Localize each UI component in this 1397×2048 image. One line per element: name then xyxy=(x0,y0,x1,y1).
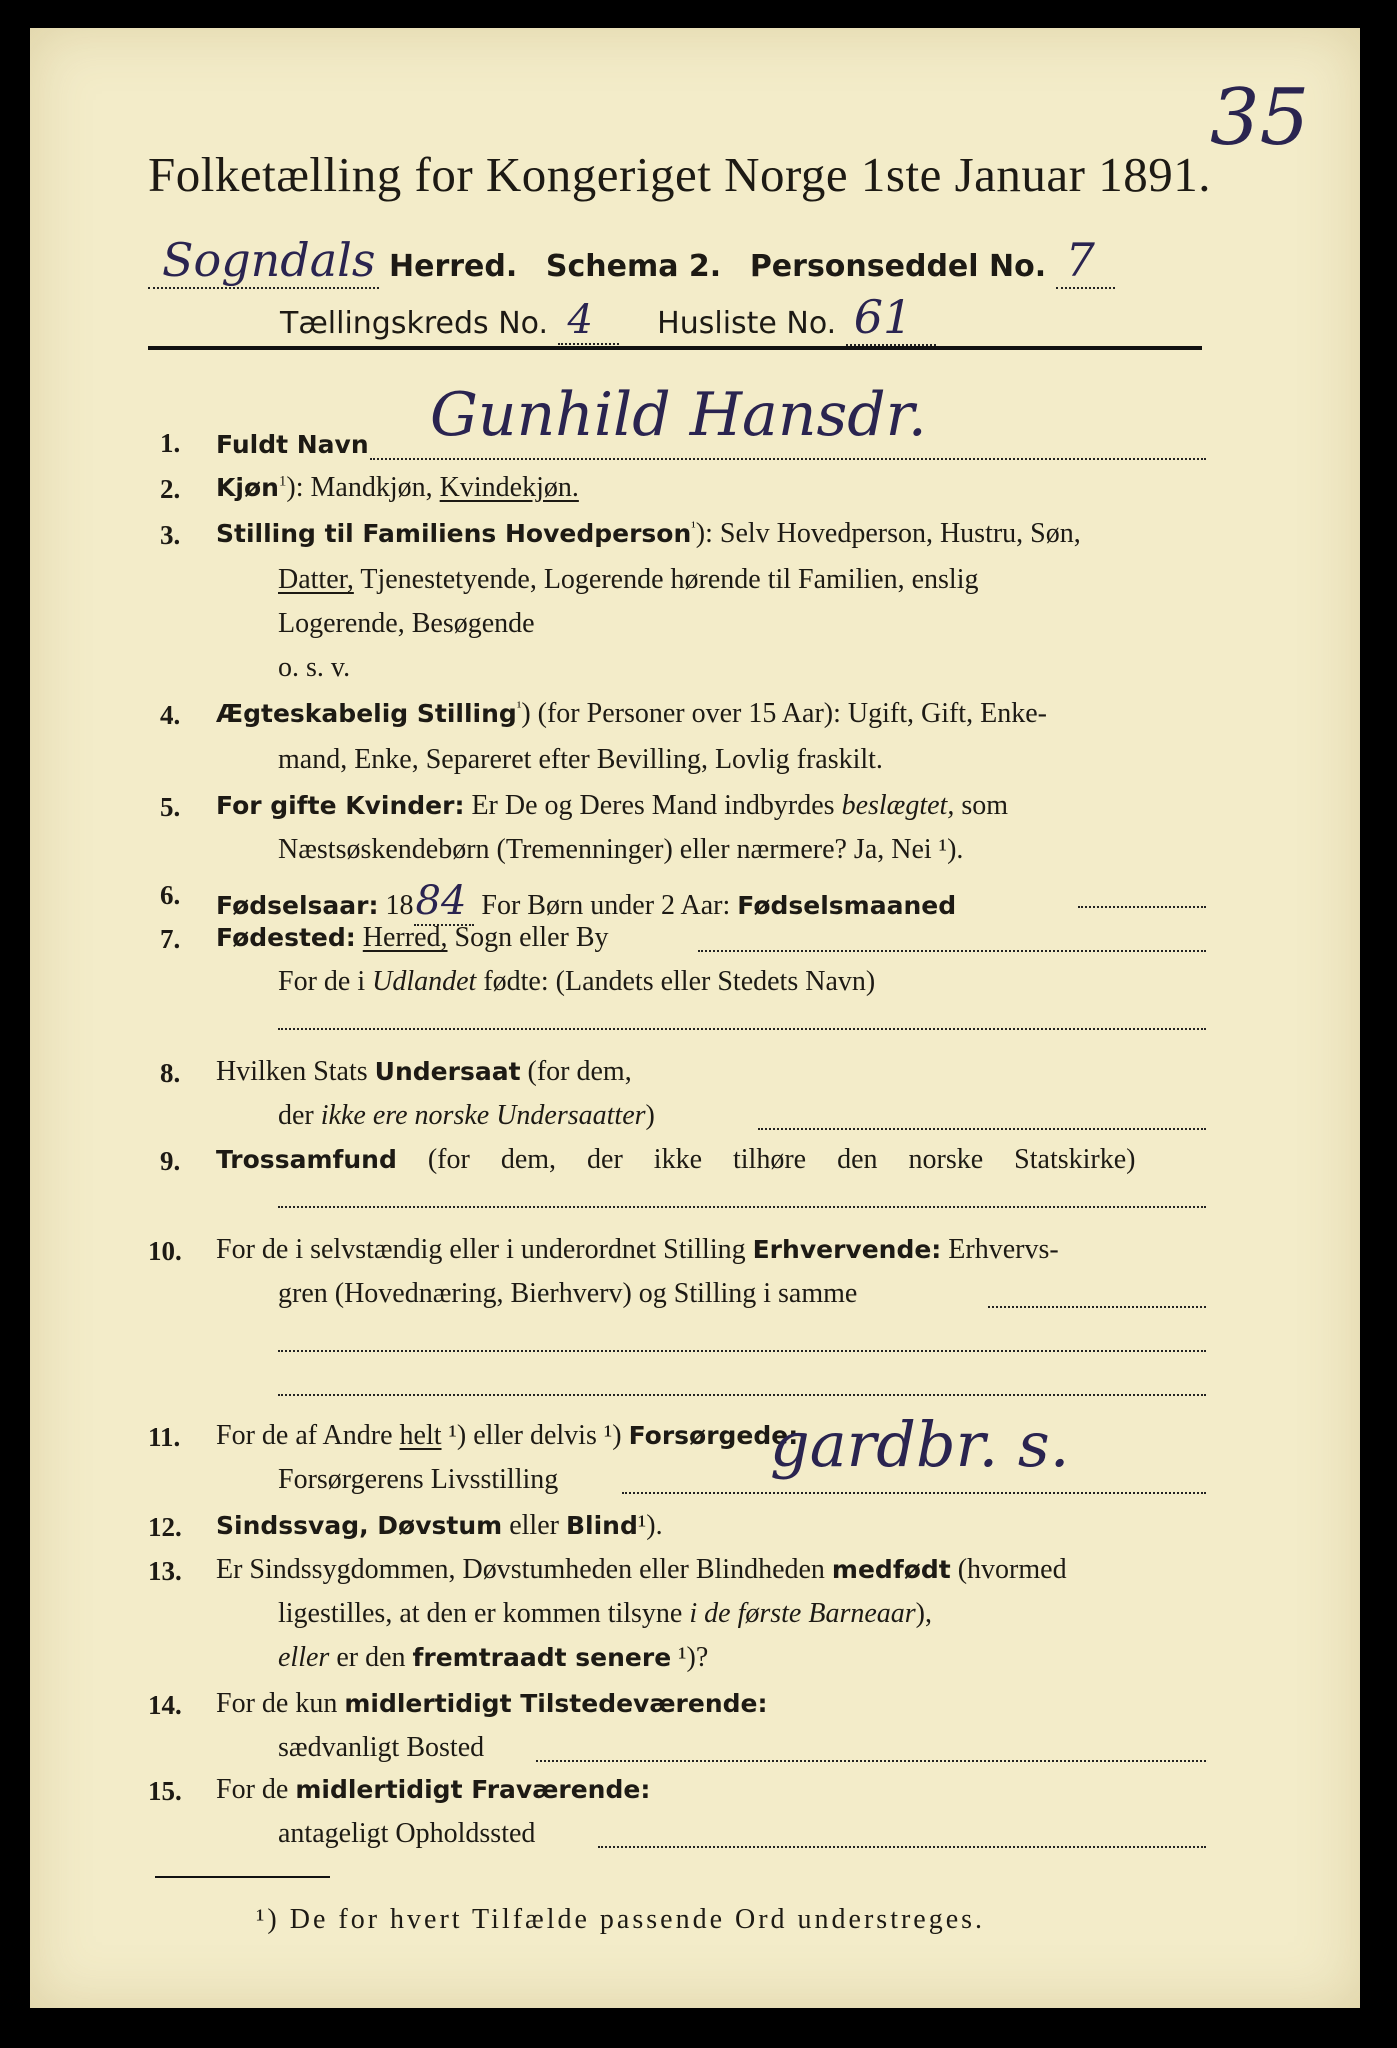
undersaat-text: ) xyxy=(645,1100,655,1131)
erhverv-label: Erhvervende: xyxy=(752,1235,942,1264)
herred-row xyxy=(148,233,1115,287)
fravaerende-label: midlertidigt Fraværende: xyxy=(295,1775,651,1804)
item-number: 10. xyxy=(148,1236,182,1266)
header-rule xyxy=(148,346,1202,350)
schema-label: Schema 2. xyxy=(545,249,722,284)
forsorgede-label: Forsørgede: xyxy=(628,1421,799,1450)
herred-label: Herred. xyxy=(389,249,518,284)
medfodt-row-3 xyxy=(278,1642,708,1674)
gifte-italic: beslægtet, xyxy=(841,790,955,821)
bosted-line xyxy=(536,1760,1206,1762)
trossamfund-row xyxy=(216,1144,1135,1176)
husliste-value: 61 xyxy=(846,290,937,346)
item-number: 4. xyxy=(160,700,181,730)
gifte-text: Er De og Deres Mand indbyrdes xyxy=(464,790,842,821)
sindssvag-label: Sindssvag, Døvstum xyxy=(216,1511,503,1540)
fuldt-navn-value: Gunhild Hansdr. xyxy=(430,380,927,450)
tilstede-text: For de kun xyxy=(216,1688,345,1719)
item-number: 13. xyxy=(148,1556,182,1586)
personseddel-label: Personseddel No. xyxy=(749,249,1047,284)
medfodt-row-2 xyxy=(278,1598,932,1630)
trossamfund-line xyxy=(278,1206,1206,1208)
stilling-text: o. s. v. xyxy=(278,652,351,683)
fodselsmaaned-label: Fødselsmaaned xyxy=(737,891,957,920)
name-line xyxy=(370,458,1206,460)
blind-label: Blind xyxy=(565,1511,638,1540)
footnote: ¹) De for hvert Tilfælde passende Ord understreges. xyxy=(256,1904,986,1935)
forsorgede-text: ¹) eller delvis ¹) xyxy=(441,1420,629,1451)
erhverv-line-1 xyxy=(988,1306,1206,1308)
fodested-row-1 xyxy=(216,922,609,954)
sindssvag-text: eller xyxy=(502,1510,566,1541)
aegteskab-row-1: Ægteskabelig Stilling$^{^1}$) (for Personer over 15 Aar): Ugift, Gift, Enke- xyxy=(216,698,1047,729)
gifte-label: For gifte Kvinder: xyxy=(216,791,465,820)
medfodt-label: medfødt xyxy=(831,1555,951,1584)
medfodt-text: (hvormed xyxy=(950,1554,1067,1585)
kjon-row xyxy=(216,472,579,504)
husliste-label: Husliste No. xyxy=(657,306,837,341)
item-number: 8. xyxy=(160,1058,181,1088)
gifte-text: som xyxy=(954,790,1009,821)
trossamfund-label: Trossamfund xyxy=(216,1145,397,1174)
fravaerende-row-1 xyxy=(216,1774,650,1806)
medfodt-row-1 xyxy=(216,1554,1067,1586)
gifte-text: Næstsøskendebørn (Tremenninger) eller nærmere? Ja, Nei ¹). xyxy=(278,834,964,865)
form-title: Folketælling for Kongeriget Norge 1ste Januar 1891. xyxy=(148,147,1211,202)
kjon-label: Kjøn xyxy=(216,473,279,502)
udland-line xyxy=(278,1028,1206,1030)
item-number: 5. xyxy=(160,792,181,822)
medfodt-text: ¹)? xyxy=(671,1642,709,1673)
herred-value: Sogndals xyxy=(148,233,379,289)
forsorgede-text: For de af Andre xyxy=(216,1420,400,1451)
fodested-text: Sogn eller By xyxy=(447,922,609,953)
erhverv-text: gren (Hovednæring, Bierhverv) og Stilling i samme xyxy=(278,1278,858,1309)
forsorgede-row-1 xyxy=(216,1420,798,1452)
livsstilling-label: Forsørgerens Livsstilling xyxy=(278,1464,559,1495)
item-number: 6. xyxy=(160,880,181,910)
stilling-row-1: Stilling til Familiens Hovedperson$^{^1}$): Selv Hovedperson, Hustru, Søn, xyxy=(216,518,1081,549)
footnote-ref: 1 xyxy=(278,473,287,490)
item-number: 12. xyxy=(148,1512,182,1542)
kreds-label: Tællingskreds No. xyxy=(280,306,548,341)
udlandet-italic: Udlandet xyxy=(372,966,477,997)
census-form xyxy=(30,28,1360,2008)
tilstede-label: midlertidigt Tilstedeværende: xyxy=(344,1689,768,1718)
page-number: 35 xyxy=(1210,73,1310,163)
undersaat-row-2 xyxy=(278,1100,655,1132)
erhverv-text: Erhvervs- xyxy=(941,1234,1059,1265)
trossamfund-text: (for dem, der ikke tilhøre den norske Statskirke) xyxy=(396,1144,1136,1175)
undersaat-row-1 xyxy=(216,1056,632,1088)
item-number: 1. xyxy=(160,428,181,458)
fodselsaar-row xyxy=(216,878,956,924)
footnote-rule xyxy=(155,1876,330,1878)
fodested-text: For de i xyxy=(278,966,373,997)
kreds-value: 4 xyxy=(558,297,619,345)
item-number: 11. xyxy=(148,1422,181,1452)
item-number: 2. xyxy=(160,474,181,504)
livsstilling-value: gardbr. s. xyxy=(770,1408,1070,1481)
undersaat-line xyxy=(758,1128,1206,1130)
stilling-text: ): Selv Hovedperson, Hustru, Søn, xyxy=(695,518,1081,549)
erhverv-row-1 xyxy=(216,1234,1059,1266)
undersaat-italic: ikke ere norske Undersaatter xyxy=(320,1100,646,1131)
kjon-options: ): Mandkjøn, xyxy=(286,472,440,503)
aegteskab-label: Ægteskabelig Stilling xyxy=(216,699,517,728)
fodested-row-2 xyxy=(278,966,875,998)
stilling-text: Logerende, Besøgende xyxy=(278,608,535,639)
fodested-text: fødte: (Landets eller Stedets Navn) xyxy=(476,966,876,997)
medfodt-text: ligestilles, at den er kommen tilsyne xyxy=(278,1598,690,1629)
kjon-selected: Kvindekjøn. xyxy=(439,472,579,503)
fodselsaar-label: Fødselsaar: xyxy=(216,891,379,920)
fremtraadt-label: fremtraadt senere xyxy=(412,1643,672,1672)
fodselsmaaned-line xyxy=(1078,906,1206,908)
item-number: 9. xyxy=(160,1146,181,1176)
undersaat-text: (for dem, xyxy=(520,1056,632,1087)
item-number: 14. xyxy=(148,1690,182,1720)
aegteskab-text: mand, Enke, Separeret efter Bevilling, Lovlig fraskilt. xyxy=(278,744,883,775)
stilling-label: Stilling til Familiens Hovedperson xyxy=(216,519,692,548)
medfodt-text: Er Sindssygdommen, Døvstumheden eller Blindheden xyxy=(216,1554,832,1585)
fravaerende-text: For de xyxy=(216,1774,296,1805)
bosted-label: sædvanligt Bosted xyxy=(278,1732,485,1763)
undersaat-label: Undersaat xyxy=(374,1057,521,1086)
medfodt-italic: eller xyxy=(278,1642,330,1673)
livsstilling-line xyxy=(622,1492,1206,1494)
medfodt-text: ), xyxy=(915,1598,932,1629)
stilling-text: Tjenestetyende, Logerende hørende til Familien, enslig xyxy=(353,564,979,595)
personseddel-value: 7 xyxy=(1056,233,1115,289)
medfodt-text: er den xyxy=(329,1642,413,1673)
item-number: 3. xyxy=(160,520,181,550)
erhverv-line-3 xyxy=(278,1394,1206,1396)
undersaat-text: der xyxy=(278,1100,321,1131)
sindssvag-row xyxy=(216,1510,663,1542)
erhverv-line-2 xyxy=(278,1350,1206,1352)
item-number: 15. xyxy=(148,1776,182,1806)
erhverv-text: For de i selvstændig eller i underordnet Stilling xyxy=(216,1234,753,1265)
stilling-selected: Datter, xyxy=(278,564,354,595)
fodested-selected: Herred, xyxy=(362,922,448,953)
item-number: 7. xyxy=(160,924,181,954)
tilstede-row-1 xyxy=(216,1688,768,1720)
fuldt-navn-label: Fuldt Navn xyxy=(216,430,369,459)
opholdssted-line xyxy=(598,1846,1206,1848)
fodselsaar-text: For Børn under 2 Aar: xyxy=(474,890,738,921)
medfodt-italic: i de første Barneaar xyxy=(689,1598,916,1629)
gifte-row-1 xyxy=(216,790,1008,822)
fodested-label: Fødested: xyxy=(216,923,356,952)
fodselsaar-prefix: 18 xyxy=(378,890,414,921)
undersaat-text: Hvilken Stats xyxy=(216,1056,375,1087)
forsorgede-selected: helt xyxy=(399,1420,442,1451)
opholdssted-label: antageligt Opholdssted xyxy=(278,1818,536,1849)
sindssvag-text: ¹). xyxy=(637,1510,663,1541)
aegteskab-text: ) (for Personer over 15 Aar): Ugift, Gift, Enke- xyxy=(521,698,1047,729)
fodested-line xyxy=(698,950,1206,952)
kreds-row xyxy=(280,290,936,344)
fodselsaar-value: 84 xyxy=(414,878,475,926)
stilling-row-2 xyxy=(278,564,978,596)
